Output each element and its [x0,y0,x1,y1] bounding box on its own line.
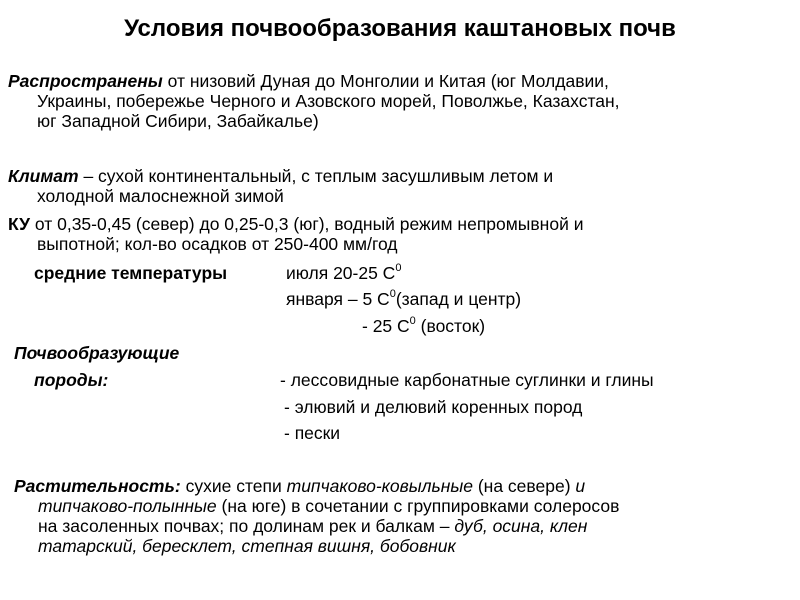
distribution-paragraph [8,71,792,131]
vegetation-text-1c: (на севере) [472,476,576,496]
vegetation-text-1a: сухие степи [180,476,287,496]
ku-label: КУ [8,214,31,234]
ku-line-2: выпотной; кол-во осадков от 250-400 мм/год [37,234,398,254]
temperature-label: средние температуры [34,263,228,283]
temperature-east-degree: 0 [409,315,416,328]
parent-rocks-label-2: породы: [34,370,109,390]
ku-paragraph [8,214,792,254]
vegetation-text-2a: типчаково-полынные [38,496,217,516]
temperature-july-text: июля 20-25 С [286,263,396,283]
temperature-east [362,316,485,336]
distribution-label: Распространены [8,71,163,91]
vegetation-text-3a: на засоленных почвах; по долинам рек и балкам – [38,516,455,536]
vegetation-text-3b: дуб, осина, клен [454,516,588,536]
temperature-january [286,289,521,309]
vegetation-text-1b: типчаково-ковыльные [286,476,473,496]
climate-paragraph [8,166,792,206]
vegetation-line-2 [14,496,798,516]
distribution-text-1: от низовий Дуная до Монголии и Китая (юг Молдавии, [162,71,609,91]
temperature-july [286,263,401,283]
page-title: Условия почвообразования каштановых почв [124,15,676,42]
climate-text-1: – сухой континентальный, с теплым засушливым летом и [78,166,554,186]
temperature-east-text: - 25 С [362,316,410,336]
distribution-line-2: Украины, побережье Черного и Азовского морей, Поволжье, Казахстан, [37,91,620,111]
parent-rocks-item-3: - пески [284,423,341,443]
climate-line-2: холодной малоснежной зимой [37,186,284,206]
vegetation-line-1 [14,476,798,496]
climate-line-1 [8,166,792,186]
ku-text-1: от 0,35-0,45 (север) до 0,25-0,3 (юг), водный режим непромывной и [30,214,584,234]
vegetation-text-2b: (на юге) в сочетании с группировками солеросов [216,496,620,516]
vegetation-line-3 [14,516,798,536]
parent-rocks-label-1: Почвообразующие [14,343,180,363]
vegetation-line-4: татарский, бересклет, степная вишня, бобовник [38,536,456,556]
climate-label: Климат [8,166,79,186]
temperature-east-region: (восток) [415,316,486,336]
ku-line-1 [8,214,792,234]
temperature-january-region: (запад и центр) [395,289,522,309]
vegetation-label: Растительность: [14,476,181,496]
distribution-line-1 [8,71,792,91]
parent-rocks-item-2: - элювий и делювий коренных пород [284,397,583,417]
distribution-line-3: юг Западной Сибири, Забайкалье) [37,111,319,131]
temperature-january-text: января – 5 С [286,289,390,309]
parent-rocks-item-1: - лессовидные карбонатные суглинки и глины [280,370,654,390]
temperature-july-degree: 0 [395,262,402,275]
vegetation-paragraph [14,476,798,556]
vegetation-text-1d: и [575,476,586,496]
temperature-january-degree: 0 [389,288,396,301]
